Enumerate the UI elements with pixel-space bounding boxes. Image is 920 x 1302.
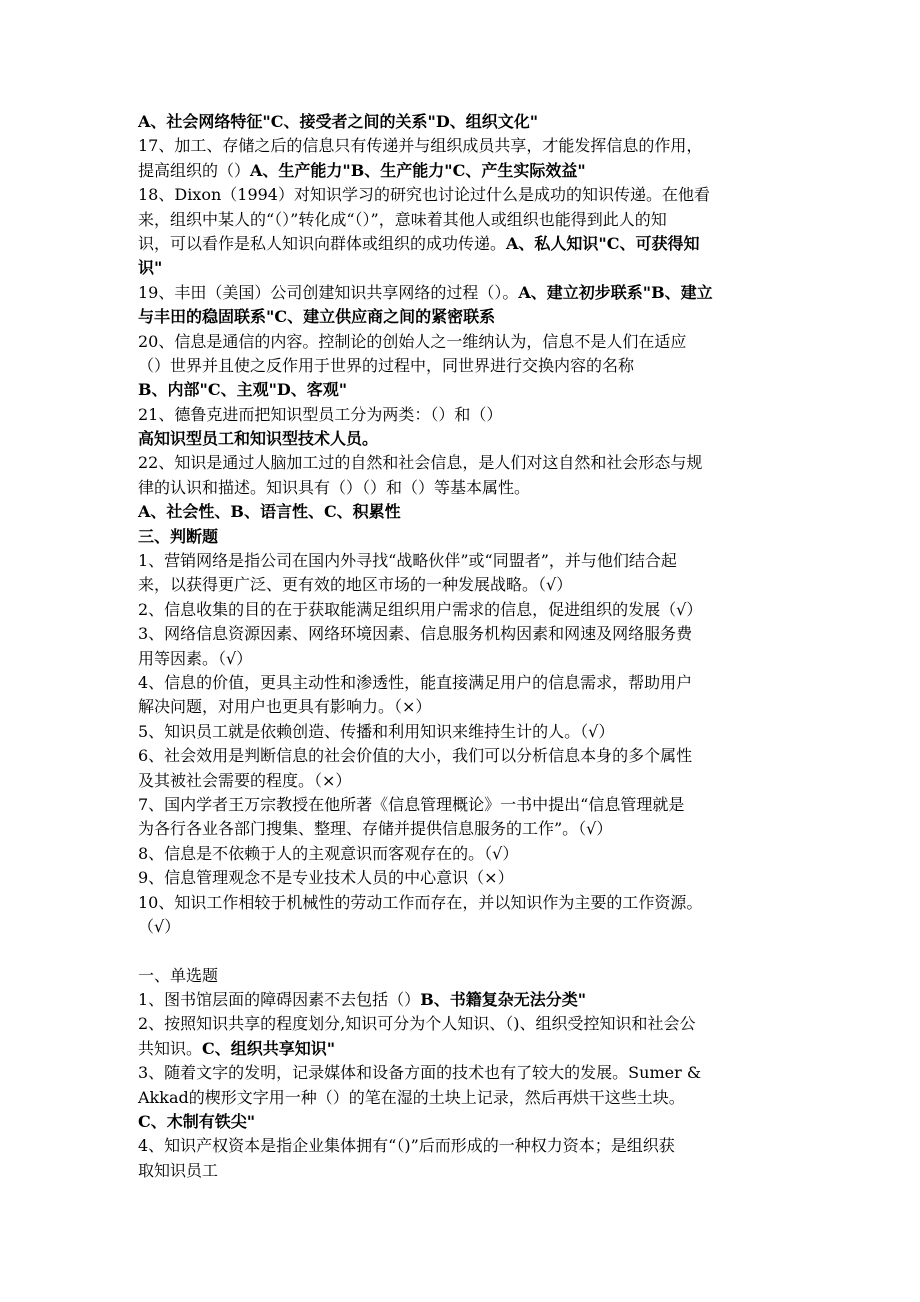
question-text: 取知识员工 — [138, 1160, 219, 1180]
text-line — [138, 134, 788, 158]
text-line — [138, 622, 788, 646]
text-line — [138, 354, 788, 378]
text-line — [138, 281, 788, 305]
text-line — [138, 500, 788, 524]
question-text: 7、国内学者王万宗教授在他所著《信息管理概论》一书中提出“信息管理就是 — [138, 794, 685, 814]
answer-text: 三、判断题 — [138, 526, 219, 546]
answer-text: C、组织共享知识" — [202, 1038, 336, 1058]
question-text: 4、知识产权资本是指企业集体拥有“（)”后而形成的一种权力资本；是组织获 — [138, 1136, 675, 1156]
question-text: 9、信息管理观念不是专业技术人员的中心意识（×） — [138, 868, 514, 888]
text-line — [138, 1037, 788, 1061]
question-text: 10、知识工作相较于机械性的劳动工作而存在，并以知识作为主要的工作资源。 — [138, 892, 703, 912]
question-text: 识，可以看作是私人知识向群体或组织的成功传递。 — [138, 233, 507, 253]
text-line — [138, 1061, 788, 1085]
question-text: 3、随着文字的发明，记录媒体和设备方面的技术也有了较大的发展。Sumer & — [138, 1063, 702, 1083]
answer-text: A、私人知识"C、可获得知 — [506, 233, 700, 253]
document-body — [138, 110, 788, 1183]
text-line — [138, 305, 788, 329]
text-line — [138, 647, 788, 671]
answer-text: B、书籍复杂无法分类" — [420, 990, 587, 1010]
text-line — [138, 793, 788, 817]
text-line — [138, 720, 788, 744]
question-text: （）世界并且使之反作用于世界的过程中，同世界进行交换内容的名称 — [138, 355, 635, 375]
text-line — [138, 573, 788, 597]
answer-text: A、社会网络特征"C、接受者之间的关系"D、组织文化" — [138, 112, 539, 131]
text-line — [138, 1086, 788, 1110]
question-text: 解决问题，对用户也更具有影响力。（×） — [138, 697, 432, 717]
text-line — [138, 964, 788, 988]
text-line — [138, 378, 788, 402]
answer-text: 高知识型员工和知识型技术人员。 — [138, 429, 379, 449]
text-line — [138, 817, 788, 841]
question-text: 8、信息是不依赖于人的主观意识而客观存在的。（√） — [138, 843, 519, 863]
answer-text: B、内部"C、主观"D、客观" — [138, 380, 348, 400]
text-line — [138, 891, 788, 915]
text-line — [138, 598, 788, 622]
answer-text: C、木制有铁尖" — [138, 1112, 256, 1132]
question-text: 来，组织中某人的“（）”转化成“（）”，意味着其他人或组织也能得到此人的知 — [138, 209, 667, 229]
question-text: 共知识。 — [138, 1038, 203, 1058]
text-line — [138, 695, 788, 719]
question-text: 4、信息的价值，更具主动性和渗透性，能直接满足用户的信息需求，帮助用户 — [138, 672, 693, 692]
question-text: 2、按照知识共享的程度划分,知识可分为个人知识、（)、组织受控知识和社会公 — [138, 1014, 696, 1034]
question-text: 5、知识员工就是依赖创造、传播和利用知识来维持生计的人。（√） — [138, 721, 615, 741]
text-line — [138, 476, 788, 500]
blank-line — [138, 939, 788, 963]
question-text: 律的认识和描述。知识具有（）（）和（）等基本属性。 — [138, 477, 531, 497]
question-text: 21、德鲁克进而把知识型员工分为两类：（）和（） — [138, 404, 503, 424]
text-line — [138, 159, 788, 183]
question-text: 3、网络信息资源因素、网络环境因素、信息服务机构因素和网速及网络服务费 — [138, 624, 693, 644]
text-line — [138, 1134, 788, 1158]
question-text: 一、单选题 — [138, 965, 219, 985]
text-line — [138, 866, 788, 890]
text-line — [138, 1012, 788, 1036]
question-text: 20、信息是通信的内容。控制论的创始人之一维纳认为，信息不是人们在适应 — [138, 331, 687, 351]
question-text: 2、信息收集的目的在于获取能满足组织用户需求的信息，促进组织的发展（√） — [138, 599, 703, 619]
answer-text: A、生产能力"B、生产能力"C、产生实际效益" — [250, 160, 586, 180]
text-line — [138, 1110, 788, 1134]
question-text: 及其被社会需要的程度。（×） — [138, 770, 352, 790]
text-line — [138, 183, 788, 207]
text-line — [138, 769, 788, 793]
text-line — [138, 1159, 788, 1183]
text-line — [138, 549, 788, 573]
text-line — [138, 671, 788, 695]
text-line — [138, 256, 788, 280]
text-line — [138, 403, 788, 427]
question-text: 提高组织的（） — [138, 160, 251, 180]
question-text: （√） — [138, 916, 181, 936]
text-line — [138, 744, 788, 768]
question-text: 用等因素。（√） — [138, 648, 253, 668]
question-text: 为各行各业各部门搜集、整理、存储并提供信息服务的工作”。（√） — [138, 819, 613, 839]
answer-text: 与丰田的稳固联系"C、建立供应商之间的紧密联系 — [138, 307, 496, 327]
question-text: 6、社会效用是判断信息的社会价值的大小，我们可以分析信息本身的多个属性 — [138, 746, 693, 766]
text-line — [138, 330, 788, 354]
text-line — [138, 451, 788, 475]
answer-text: A、建立初步联系"B、建立 — [518, 282, 713, 302]
question-text: 1、图书馆层面的障碍因素不去包括（） — [138, 990, 421, 1010]
text-line — [138, 525, 788, 549]
question-text: 18、Dixon（1994）对知识学习的研究也讨论过什么是成功的知识传递。在他看 — [138, 185, 710, 205]
question-text: 来，以获得更广泛、更有效的地区市场的一种发展战略。（√） — [138, 575, 573, 595]
text-line — [138, 232, 788, 256]
question-text: 17、加工、存储之后的信息只有传递并与组织成员共享，才能发挥信息的作用， — [138, 136, 703, 156]
question-text: 19、丰田（美国）公司创建知识共享网络的过程（）。 — [138, 282, 519, 302]
text-line — [138, 208, 788, 232]
text-line — [138, 988, 788, 1012]
text-line — [138, 110, 788, 134]
answer-text: 识" — [138, 258, 163, 278]
answer-text: A、社会性、B、语言性、C、积累性 — [138, 502, 401, 522]
text-line — [138, 915, 788, 939]
question-text: 22、知识是通过人脑加工过的自然和社会信息，是人们对这自然和社会形态与规 — [138, 453, 703, 473]
text-line — [138, 427, 788, 451]
question-text: Akkad的楔形文字用一种（）的笔在湿的土块上记录，然后再烘干这些土块。 — [138, 1087, 685, 1107]
text-line — [138, 842, 788, 866]
question-text: 1、营销网络是指公司在国内外寻找“战略伙伴”或“同盟者”，并与他们结合起 — [138, 551, 677, 571]
